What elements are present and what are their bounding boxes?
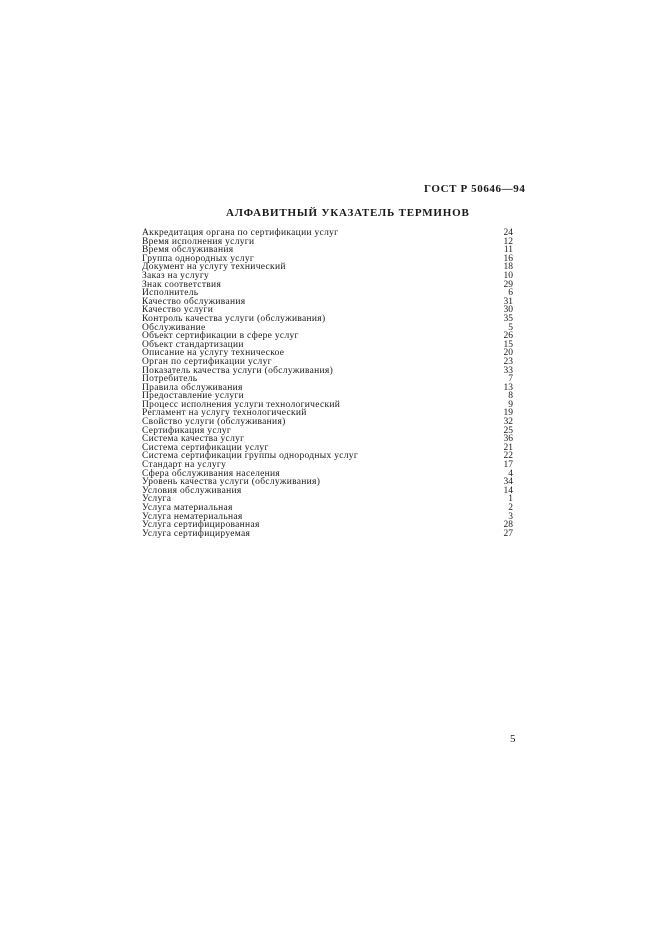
index-term: Процесс исполнения услуги технологический: [142, 399, 341, 410]
index-term: Описание на услугу техническое: [142, 348, 285, 359]
index-term-page: 35: [503, 313, 513, 324]
index-term: Заказ на услугу: [142, 270, 210, 281]
index-term: Исполнитель: [142, 288, 199, 299]
index-term: Объект стандартизации: [142, 339, 244, 350]
index-term-page: 16: [503, 253, 513, 264]
index-term-page: 25: [503, 425, 513, 436]
document-code: ГОСТ Р 50646—94: [424, 183, 526, 195]
index-term: Условия обслуживания: [142, 485, 242, 496]
index-term-page: 27: [503, 528, 513, 539]
index-term-page: 3: [508, 511, 513, 522]
index-term: Свойство услуги (обслуживания): [142, 417, 286, 428]
index-term-page: 34: [503, 477, 513, 488]
index-term-page: 15: [503, 339, 513, 350]
index-term: Услуга: [142, 494, 172, 505]
index-term-page: 12: [503, 236, 513, 247]
index-term: Время обслуживания: [142, 245, 234, 256]
index-term: Группа однородных услуг: [142, 253, 255, 264]
index-term-page: 23: [503, 356, 513, 367]
index-term: Уровень качества услуги (обслуживания): [142, 477, 321, 488]
index-entry: [142, 367, 515, 376]
index-term-page: 22: [503, 451, 513, 462]
index-term-page: 4: [508, 468, 513, 479]
index-term-page: 11: [503, 245, 513, 256]
index-term-page: 14: [503, 485, 513, 496]
index-term-page: 5: [508, 322, 513, 333]
index-term-page: 30: [503, 305, 513, 316]
index-term-page: 2: [508, 503, 513, 513]
index-term: Правила обслуживания: [142, 382, 243, 393]
index-term-page: 21: [503, 442, 513, 453]
index-term-page: 36: [503, 434, 513, 445]
index-term: Услуга нематериальная: [142, 511, 243, 522]
index-term: Качество услуги: [142, 305, 214, 316]
index-term-page: 7: [508, 374, 513, 385]
index-term-page: 26: [503, 331, 513, 342]
index-term: Система сертификации группы однородных услуг: [142, 451, 359, 462]
index-term-page: 10: [503, 270, 513, 281]
index-term: Качество обслуживания: [142, 296, 246, 307]
index-term: Услуга сертифицированная: [142, 520, 260, 531]
index-term: Система сертификации услуг: [142, 442, 269, 453]
index-term: Стандарт на услугу: [142, 460, 227, 471]
index-term: Услуга сертифицируемая: [142, 528, 251, 539]
index-term: Сфера обслуживания населения: [142, 468, 281, 479]
index-term: Система качества услуг: [142, 434, 245, 445]
index-term-page: 20: [503, 348, 513, 359]
page-number: 5: [510, 733, 516, 745]
index-term: Объект сертификации в сфере услуг: [142, 331, 299, 342]
index-term-page: 33: [503, 365, 513, 376]
index-term-page: 28: [503, 520, 513, 531]
index-term-page: 8: [508, 391, 513, 402]
index-term-page: 13: [503, 382, 513, 393]
index-term: Орган по сертификации услуг: [142, 356, 272, 367]
index-term: Показатель качества услуги (обслуживания): [142, 365, 334, 376]
index-term: Предоставление услуги: [142, 391, 245, 402]
index-entry: [142, 530, 515, 539]
index-term: Услуга материальная: [142, 503, 233, 513]
index-term-page: 29: [503, 279, 513, 290]
index-entry: [142, 487, 515, 496]
index-term-page: 9: [508, 399, 513, 410]
index-term-page: 17: [503, 460, 513, 471]
index-term: Аккредитация органа по сертификации услуг: [142, 228, 339, 238]
index-term-page: 19: [503, 408, 513, 419]
index-term-page: 6: [508, 288, 513, 299]
index-term: Знак соответствия: [142, 279, 222, 290]
index-term-page: 31: [503, 296, 513, 307]
index-term-page: 32: [503, 417, 513, 428]
term-index-list: [142, 229, 515, 538]
index-term: Потребитель: [142, 374, 198, 385]
index-term: Сертификация услуг: [142, 425, 232, 436]
index-term-page: 24: [503, 228, 513, 238]
index-term: Обслуживание: [142, 322, 206, 333]
index-term-page: 18: [503, 262, 513, 273]
index-term: Время исполнения услуги: [142, 236, 255, 247]
index-term-page: 1: [508, 494, 513, 505]
index-term: Документ на услугу технический: [142, 262, 286, 273]
index-title: АЛФАВИТНЫЙ УКАЗАТЕЛЬ ТЕРМИНОВ: [226, 207, 470, 219]
index-term: Контроль качества услуги (обслуживания): [142, 313, 326, 324]
index-term: Регламент на услугу технологический: [142, 408, 307, 419]
